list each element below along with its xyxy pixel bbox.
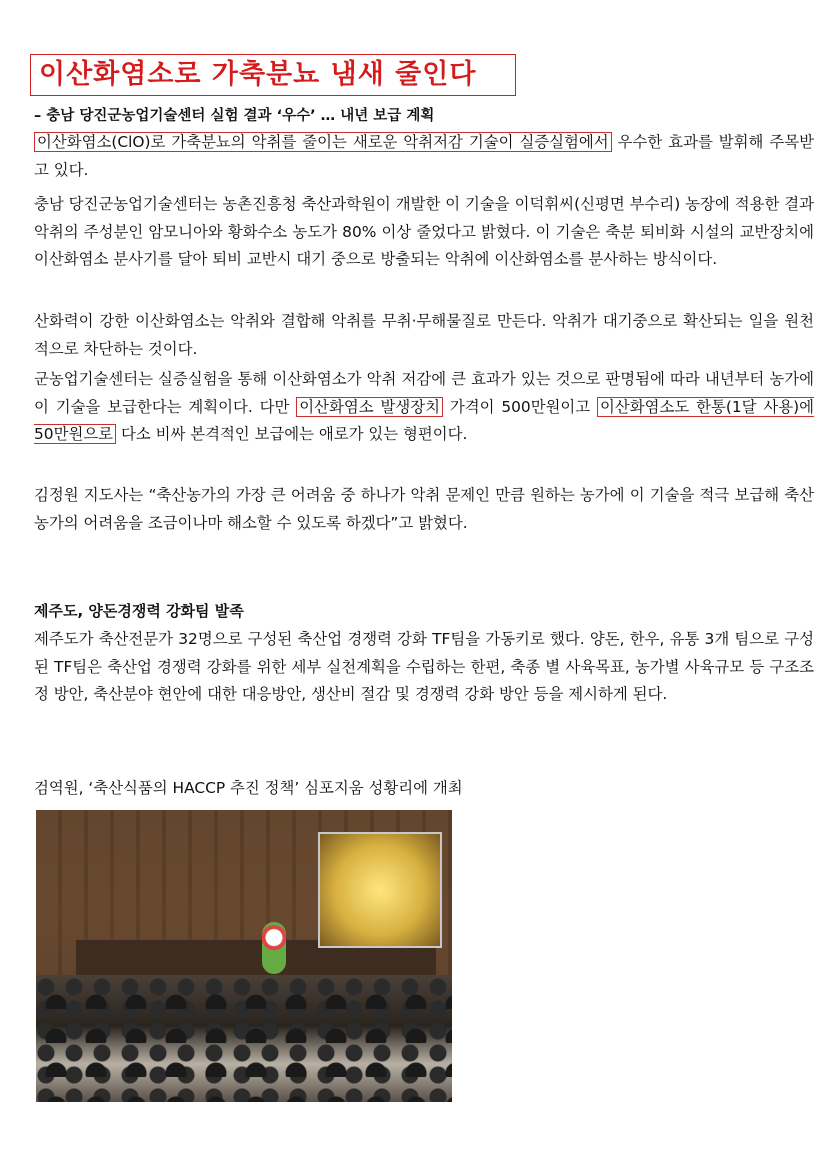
article-title: 이산화염소로 가축분뇨 냄새 줄인다 (30, 54, 516, 96)
article1-paragraph-1: 이산화염소(ClO)로 가축분뇨의 악취를 줄이는 새로운 악취저감 기술이 실증실험에서 우수한 효과를 발휘해 주목받고 있다. (34, 133, 814, 179)
article2-paragraph-1: 제주도가 축산전문가 32명으로 구성된 축산업 경쟁력 강화 TF팀을 가동키로 했다. 양돈, 한우, 유통 3개 팀으로 구성된 TF팀은 축산업 경쟁력 강화를 위한 세부 실천계획을 수립하는 한편, 축종 별 사육목표, 농가별 사육규모 등 구조조정 방안, 축산분야 현안에 대한 대응방안, 생산비 절감 및 경쟁력 강화 방안 등을 제시하게 된다. (34, 630, 814, 704)
article1-paragraph-3: 산화력이 강한 이산화염소는 악취와 결합해 악취를 무취·무해물질로 만든다. 악취가 대기중으로 확산되는 일을 원천적으로 차단하는 것이다. (34, 312, 814, 358)
article1-paragraph-2: 충남 당진군농업기술센터는 농촌진흥청 축산과학원이 개발한 이 기술을 이덕휘씨(신평면 부수리) 농장에 적용한 결과 악취의 주성분인 암모니아와 황화수소 농도가 80% 이상 줄었다고 밝혔다. 이 기술은 축분 퇴비화 시설의 교반장치에 이산화염소 분사기를 달아 퇴비 교반시 대기 중으로 방출되는 악취에 이산화염소를 분사하는 방식이다. (34, 195, 814, 269)
article2-heading: 제주도, 양돈경쟁력 강화팀 발족 (34, 602, 244, 620)
photo-audience (36, 975, 452, 1102)
photo-caption: 검역원, ‘축산식품의 HACCP 추진 정책’ 심포지움 성황리에 개최 (34, 779, 463, 797)
article-subtitle: – 충남 당진군농업기술센터 실험 결과 ‘우수’ … 내년 보급 계획 (34, 108, 435, 124)
article1-paragraph-5: 김정원 지도사는 “축산농가의 가장 큰 어려움 중 하나가 악취 문제인 만큼 원하는 농가에 이 기술을 적극 보급해 축산농가의 어려움을 조금이나마 해소할 수 있도록 하겠다”고 밝혔다. (34, 486, 814, 532)
symposium-photo (36, 810, 452, 1102)
highlight-box-2: 이산화염소 발생장치 (296, 397, 443, 417)
highlight-box-3: 이산화염소도 한통(1달 사용)에 50만원으로 (34, 397, 815, 444)
photo-flower-stand (262, 922, 286, 974)
article1-paragraph-4: 군농업기술센터는 실증실험을 통해 이산화염소가 악취 저감에 큰 효과가 있는 것으로 판명됨에 따라 내년부터 농가에 이 기술을 보급한다는 계획이다. 다만 이산화염소 발생장치 가격이 500만원이고 이산화염소도 한통(1달 사용)에 50만원으로 다소 비싸 본격적인 보급에는 애로가 있는 형편이다. (34, 370, 815, 444)
photo-projection-screen (318, 832, 442, 948)
highlight-box-1: 이산화염소(ClO)로 가축분뇨의 악취를 줄이는 새로운 악취저감 기술이 실증실험에서 (34, 132, 612, 152)
